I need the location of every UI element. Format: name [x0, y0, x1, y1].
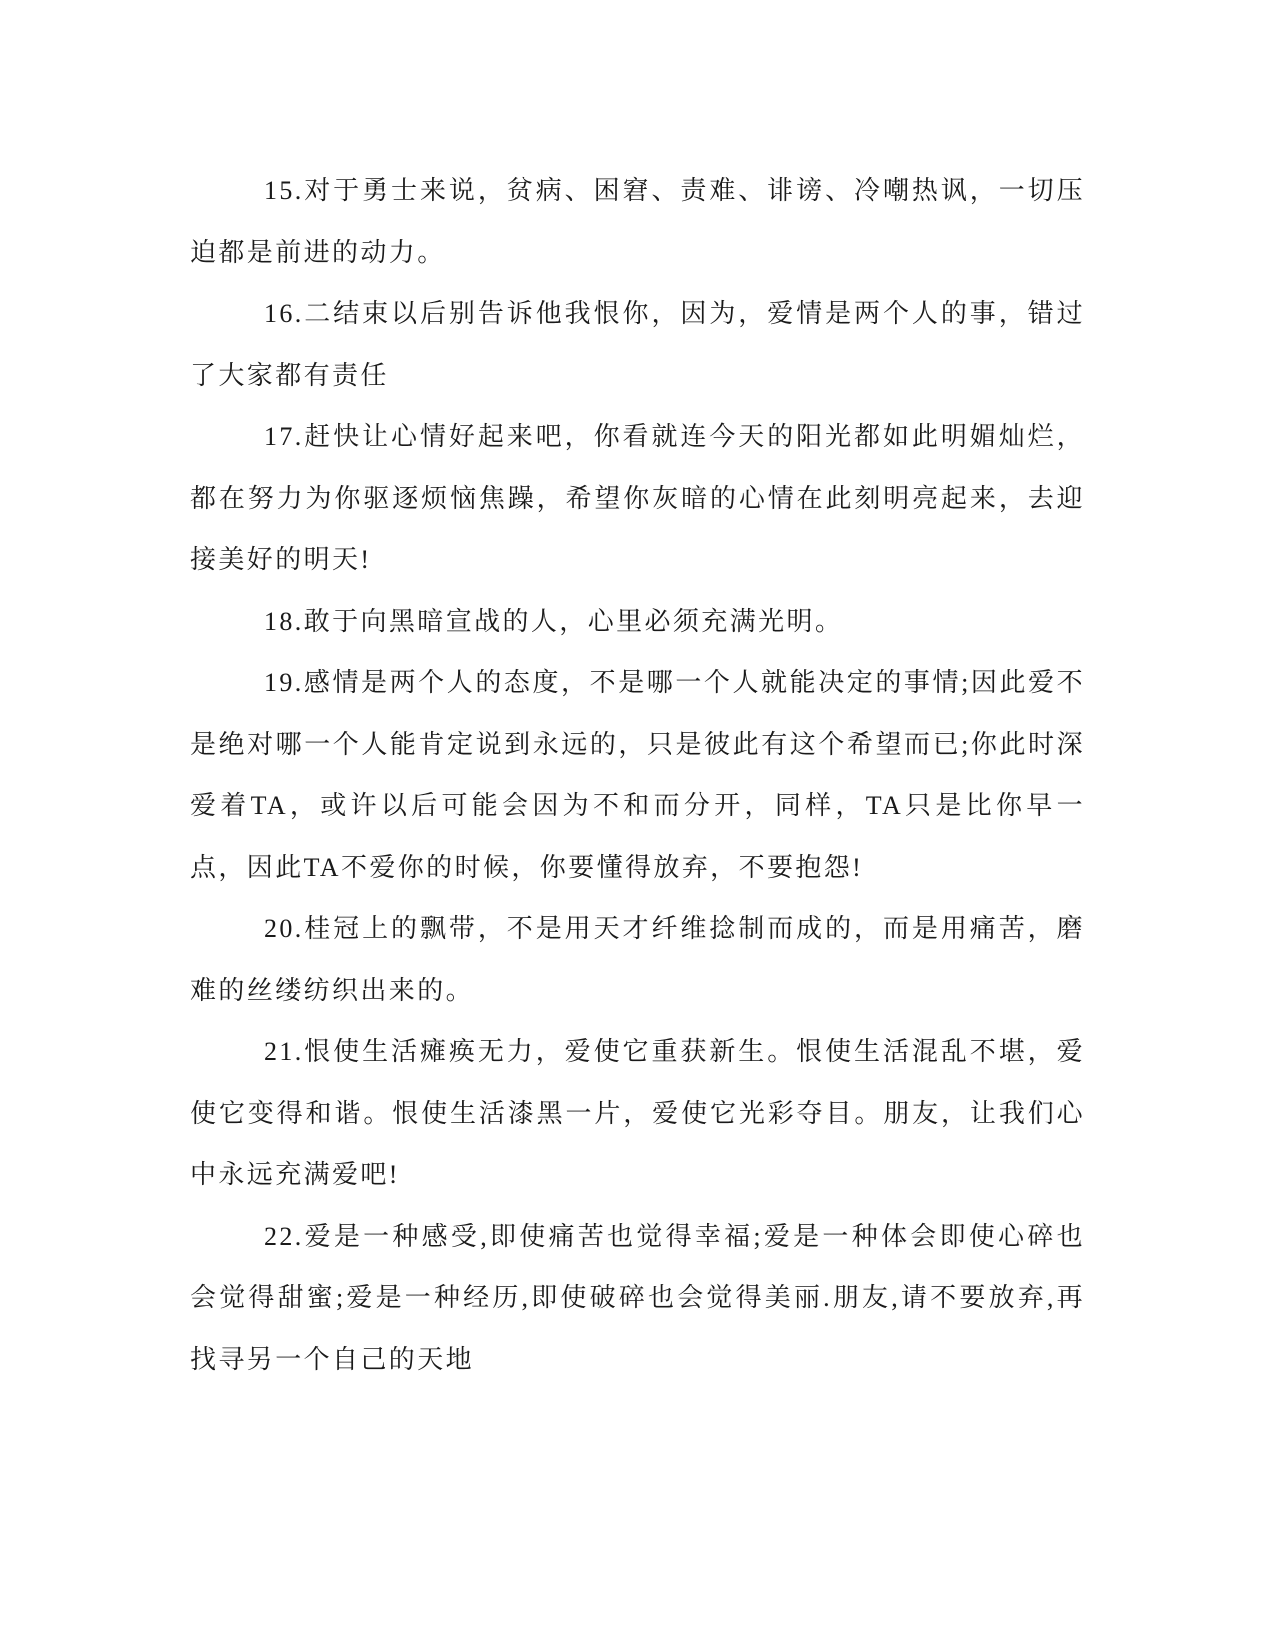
document-body: [190, 160, 1085, 1390]
paragraph-17: 17.赶快让心情好起来吧，你看就连今天的阳光都如此明媚灿烂，都在努力为你驱逐烦恼焦躁，希望你灰暗的心情在此刻明亮起来，去迎接美好的明天!: [190, 422, 1085, 574]
paragraph-18: 18.敢于向黑暗宣战的人，心里必须充满光明。: [264, 606, 844, 636]
paragraph-21: 21.恨使生活瘫痪无力，爱使它重获新生。恨使生活混乱不堪，爱使它变得和谐。恨使生活漆黑一片，爱使它光彩夺目。朋友，让我们心中永远充满爱吧!: [190, 1037, 1085, 1189]
paragraph-20: 20.桂冠上的飘带，不是用天才纤维捻制而成的，而是用痛苦，磨难的丝缕纺织出来的。: [190, 914, 1085, 1005]
paragraph-16: 16.二结束以后别告诉他我恨你，因为，爱情是两个人的事，错过了大家都有责任: [190, 299, 1085, 390]
paragraph-22: 22.爱是一种感受,即使痛苦也觉得幸福;爱是一种体会即使心碎也会觉得甜蜜;爱是一种经历,即使破碎也会觉得美丽.朋友,请不要放弃,再找寻另一个自己的天地: [190, 1221, 1085, 1374]
paragraph-19: 19.感情是两个人的态度，不是哪一个人就能决定的事情;因此爱不是绝对哪一个人能肯定说到永远的，只是彼此有这个希望而已;你此时深爱着TA，或许以后可能会因为不和而分开，同样，TA只是比你早一点，因此TA不爱你的时候，你要懂得放弃，不要抱怨!: [190, 668, 1085, 882]
paragraph-15: 15.对于勇士来说，贫病、困窘、责难、诽谤、冷嘲热讽，一切压迫都是前进的动力。: [190, 176, 1085, 267]
